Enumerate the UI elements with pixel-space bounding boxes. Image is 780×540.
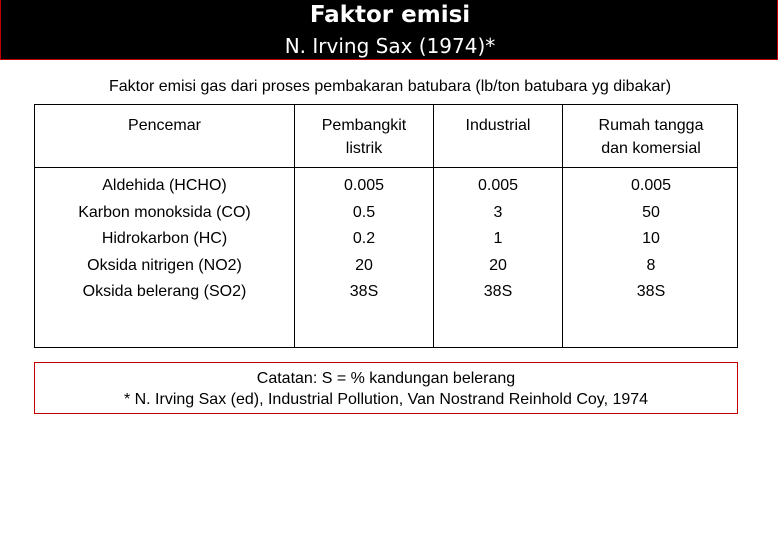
cell-pencemar: Aldehida (HCHO) [102,177,227,194]
cell-pencemar: Oksida nitrigen (NO2) [87,256,242,274]
title-banner [0,0,778,60]
cell-industrial: 1 [493,230,503,247]
header-label: Rumah tangga [598,117,704,134]
table-caption: Faktor emisi gas dari proses pembakaran batubara (lb/ton batubara yg dibakar) [108,78,672,95]
cell-pembangkit: 38S [349,283,379,300]
header-divider [35,167,737,168]
cell-rumah: 8 [646,256,656,274]
cell-pembangkit: 0.005 [343,177,385,194]
header-rumah [563,114,739,160]
column-pembangkit [295,173,433,306]
column-pencemar [35,173,294,306]
cell-industrial: 3 [493,203,503,221]
cell-pencemar: Karbon monoksida (CO) [78,203,251,221]
cell-pencemar: Oksida belerang (SO2) [82,283,247,300]
footnote-line: * N. Irving Sax (ed), Industrial Pollution, Van Nostrand Reinhold Coy, 1974 [123,391,649,408]
column-rumah [563,173,739,306]
header-pembangkit [295,114,433,160]
column-industrial [434,173,562,306]
emission-table [34,104,738,348]
footnote-line: Catatan: S = % kandungan belerang [256,370,516,387]
header-label: listrik [345,140,383,157]
cell-industrial: 20 [489,256,507,274]
cell-rumah: 50 [642,203,660,221]
footnote-box [34,362,738,414]
cell-rumah: 0.005 [630,177,672,194]
page-subtitle: N. Irving Sax (1974)* [284,34,496,58]
cell-rumah: 10 [642,230,660,247]
header-industrial [434,114,562,137]
header-label: dan komersial [601,140,701,157]
cell-industrial: 0.005 [477,177,519,194]
cell-pembangkit: 0.2 [352,230,376,247]
cell-pembangkit: 0.5 [352,203,376,221]
cell-industrial: 38S [483,283,513,300]
cell-pembangkit: 20 [355,256,373,274]
header-label: Pencemar [128,117,201,134]
header-label: Industrial [465,117,531,134]
cell-pencemar: Hidrokarbon (HC) [101,230,228,247]
cell-rumah: 38S [636,283,666,300]
header-pencemar [35,114,294,137]
page-title: Faktor emisi [309,2,471,28]
header-label: Pembangkit [321,117,407,134]
